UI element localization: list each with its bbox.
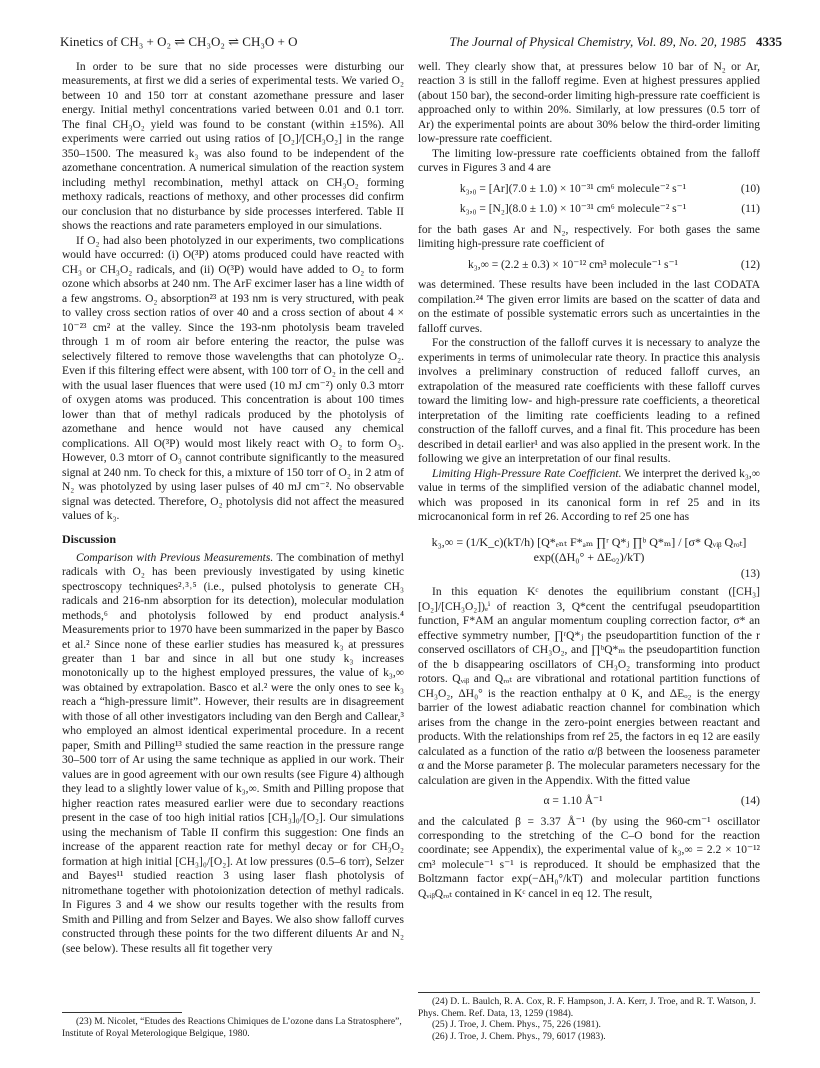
paragraph: In this equation Kᶜ denotes the equilibrium constant ([CH₃][O₂]/[CH₃O₂])ₑⁱ of reaction 3, Q*cent the centrifugal pseudopartition function, F*AM an angular momentum coupling correction factor, σ* an effective symmetry number, ∏ʳQ*ⱼ the pseudopartition function of the r conserved oscillators of CH₃O₂, and ∏ᵇQ*ₘ the pseudopartition function of the b disappearing oscillators of CH₃O₂ transforming into product rotors. Qᵥᵢᵦ and Qᵣₒₜ are vibrational and rotational partition functions of CH₃O₂, ΔH₀° is the reaction enthalpy at 0 K, and ΔEₒ₂ is the energy barrier of the lowest adiabatic reaction channel for combination which arises from the change in the zero-point energies between reactant and products. With the relationships from ref 25, the factors in eq 12 are easily calculated as a function of the ratio α/β between the looseness parameter α and the Morse parameter β. The molecular parameters necessary for the calculation are given in the Appendix. With the fitted value bbox=[418, 586, 760, 787]
equation-number: (12) bbox=[740, 258, 760, 271]
equation-body: k₃,∞ = (2.2 ± 0.3) × 10⁻¹² cm³ molecule⁻¹ s⁻¹ bbox=[467, 258, 679, 271]
runin-heading: Comparison with Previous Measurements. bbox=[76, 551, 274, 564]
equation-number: (14) bbox=[740, 795, 760, 808]
paragraph: In order to be sure that no side processes were disturbing our measurements, at first we did a series of experimental tests. We varied O₂ between 10 and 150 torr at constant azomethane pressure and laser energy. Initial methyl concentrations varied between 0.01 and 0.1 torr. The final CH₃O₂ yield was found to be constant (within ±15%). All experiments were carried out using ratios of [O₂]/[CH₃O₂] in the range 350–1500. The measured k₃ was also found to be independent of the azomethane concentration. A numerical simulation of the reaction system including methyl recombination, methyl attack on CH₃O₂ forming methoxy radicals, reactions of methoxy, and other processes did confirm our conclusion that no disturbance by side processes interfered. Table II shows the reactions and rate parameters employed in our simulations. bbox=[62, 61, 404, 233]
page-number: 4335 bbox=[756, 34, 782, 49]
paragraph-text: The combination of methyl radicals with O₂ has been previously investigated by using kinetic spectroscopy techniques²˒³˒⁵ (i.e., pulsed photolysis to generate CH₃ radicals and 216-nm absorption for its detection), molecular modulation methods,⁶ and photolysis followed by end product analysis.⁴ Measurements prior to 1970 have been summarized in the paper by Basco et al.² Since none of these earlier studies has measured k₃ at pressures greater than 1 bar and since in all but one study k₃ increases monotonically up to the highest employed pressures, the value of k₃,∞ was obtained by extrapolation. Basco et al.² were the only ones to see k₃ reach a “high-pressure limit”. However, their results are in disagreement with those of all other investigators including van den Bergh and Callear,³ who employed an almost identical experimental procedure. In a recent paper, Smith and Pilling¹³ studied the same reaction in the pressure range 30–500 torr of Ar using the same technique as applied in our work. Their values are in good agreement with our own results (see Figure 4) although they lead to a slightly lower value of k₃,∞. Smith and Pilling propose that higher reaction rates measured earlier were due to secondary reactions present in the case of too high initial ratios [CH₃]₀/[O₂]. Our simulations using the mechanism of Table II confirm this suggestion: One finds an increase of the apparent reaction rate for methyl decay or for CH₃O₂ formation at high initial [CH₃]₀/[O₂]. At low pressures (0.5–6 torr), Selzer and Bayes¹¹ studied reaction 3 using laser flash photolysis of nitromethane together with photoionization detection of methyl radicals. In Figures 3 and 4 we show our results together with the results from Smith and Pilling and from Selzer and Bayes. We also show falloff curves constructed through these points for the two different diluents Ar and N₂ (see below). These results all fit together very bbox=[62, 551, 404, 955]
footnotes-right bbox=[418, 992, 760, 1043]
paragraph: If O₂ had also been photolyzed in our experiments, two complications would have occurred: (i) O(³P) atoms produced could have reacted with CH₃ or CH₃O₂ radicals, and (ii) O(³P) would have added to O₂ to form ozone which absorbs at 240 nm. The ArF excimer laser has a line width of a few angstroms. O₂ absorption²³ at 193 nm is very structured, with peak to valley cross section ratios of over 40 and a cross section of about 4 × 10⁻²³ cm² at the valley. Since the 193-nm photolysis beam traveled through 1 m of room air before entering the reactor, the pulse was selectively filtered to remove those wavelengths that can photolyze O₂. Even if this filtering effect were absent, with 100 torr of O₂ in the cell and with the usual laser fluences that were used (10 mJ cm⁻²) only 0.3 mtorr of oxygen atoms was produced. This concentration is about 100 times lower than that of methyl radicals produced by the photolysis of azomethane and hence would not have caused any chemical complications. All O(³P) would most likely react with O₂ to form O₃. However, 0.3 mtorr of O₃ cannot contribute significantly to the measured signal at 240 nm. To check for this, a mixture of 150 torr of O₂ in 2 atm of N₂ was photolyzed by using laser pulses of 40 mJ cm⁻². No observable signal was detected. Therefore, O₂ photolysis did not affect the measured values of k₃. bbox=[62, 234, 404, 523]
journal-citation bbox=[449, 34, 782, 50]
paragraph: and the calculated β = 3.37 Å⁻¹ (by using the 960-cm⁻¹ oscillator corresponding to the stretching of the C–O bond for the reaction coordinate; see Appendix), the experimental value of k₃,∞ = 2.2 × 10⁻¹² cm³ molecule⁻¹ s⁻¹ is reproduced. It should be emphasized that the Boltzmann factor exp(−ΔH₀°/kT) and molecular partition functions QᵥᵢᵦQᵣₒₜ contained in Kᶜ cancel in eq 12. The result, bbox=[418, 815, 760, 900]
equation-body: k₃,₀ = [Ar](7.0 ± 1.0) × 10⁻³¹ cm⁶ molecule⁻² s⁻¹ bbox=[459, 182, 687, 195]
section-heading: Discussion bbox=[62, 531, 117, 546]
runin-heading: Limiting High-Pressure Rate Coefficient. bbox=[432, 467, 622, 480]
equation-number: (11) bbox=[741, 203, 760, 216]
right-column bbox=[418, 60, 760, 1010]
paragraph: The limiting low-pressure rate coefficients obtained from the falloff curves in Figures 3 and 4 are bbox=[418, 147, 760, 175]
paragraph bbox=[418, 467, 760, 525]
paragraph: for the bath gases Ar and N₂, respectively. For both gases the same limiting high-pressure rate coefficient of bbox=[418, 223, 760, 251]
footnote-rule bbox=[62, 1012, 182, 1013]
equation-body: k₃,₀ = [N₂](8.0 ± 1.0) × 10⁻³¹ cm⁶ molecule⁻² s⁻¹ bbox=[459, 203, 687, 216]
footnote-rule bbox=[418, 992, 760, 993]
running-title: Kinetics of CH₃ + O₂ ⇌ CH₃O₂ ⇌ CH₃O + O bbox=[60, 34, 298, 49]
paragraph-text: We interpret the derived k₃,∞ value in terms of the simplified version of the adiabatic channel model, which was proposed in its canonical form in ref 25 and in its microcanonical form in ref 26. According to ref 25 one has bbox=[418, 467, 760, 524]
footnote: (26) J. Troe, J. Chem. Phys., 79, 6017 (1983). bbox=[432, 1031, 606, 1042]
paragraph: For the construction of the falloff curves it is necessary to analyze the experiments in terms of unimolecular rate theory. In practice this analysis involves a preliminary construction of reduced falloff curves, an extrapolation of the measured rate coefficients with these falloff curves toward the limiting low- and high-pressure rate coefficients, a theoretical interpretation of the limiting rate coefficients leading to a refined construction of the falloff curves, and a final fit. This procedure has been described in detail earlier¹ and was also applied in the present work. In the following we give an interpretation of our final results. bbox=[418, 337, 760, 466]
equation-14 bbox=[418, 794, 760, 808]
page-header bbox=[60, 34, 782, 50]
left-column bbox=[62, 60, 404, 1010]
equation-number: (10) bbox=[740, 182, 760, 195]
journal-name: The Journal of Physical Chemistry, Vol. 89, No. 20, 1985 bbox=[449, 34, 747, 49]
footnotes-left bbox=[62, 1012, 404, 1040]
equation-body: α = 1.10 Å⁻¹ bbox=[543, 795, 603, 808]
footnote: (23) M. Nicolet, “Etudes des Reactions Chimiques de L’ozone dans La Stratosphere”, Institute of Royal Meterologique Belgique, 1980. bbox=[62, 1017, 402, 1039]
equation-13 bbox=[418, 535, 760, 565]
footnote: (25) J. Troe, J. Chem. Phys., 75, 226 (1981). bbox=[432, 1020, 601, 1031]
paragraph: well. They clearly show that, at pressures below 10 bar of N₂ or Ar, reaction 3 is still in the falloff regime. Even at highest pressures applied (about 150 bar), the second-order limiting high-pressure rate coefficient is approached only to within 20%. Similarly, at low pressures (0.5 torr of Ar) the experimental points are about 30% below the third-order limiting low-pressure rate coefficient. bbox=[418, 61, 760, 146]
equation-12 bbox=[418, 258, 760, 272]
paragraph bbox=[62, 551, 404, 957]
equation-body: k₃,∞ = (1/K_c)(kT/h) [Q*ₑₙₜ F*ₐₘ ∏ʳ Q*ⱼ ∏ᵇ Q*ₘ] / [σ* Qᵥᵢᵦ Qᵣₒₜ] exp((ΔH₀° + ΔEₒ₂)/kT) bbox=[431, 534, 747, 564]
equation-10 bbox=[418, 182, 760, 196]
equation-11 bbox=[418, 202, 760, 216]
paragraph: was determined. These results have been included in the last CODATA compilation.²⁴ The given error limits are based on the scatter of data and on the estimate of possible systematic errors such as uncertainties in the falloff curves. bbox=[418, 279, 760, 335]
equation-number: (13) bbox=[740, 567, 760, 580]
footnote: (24) D. L. Baulch, R. A. Cox, R. F. Hampson, J. A. Kerr, J. Troe, and R. T. Watson, J. Phys. Chem. Ref. Data, 13, 1259 (1984). bbox=[418, 997, 757, 1019]
